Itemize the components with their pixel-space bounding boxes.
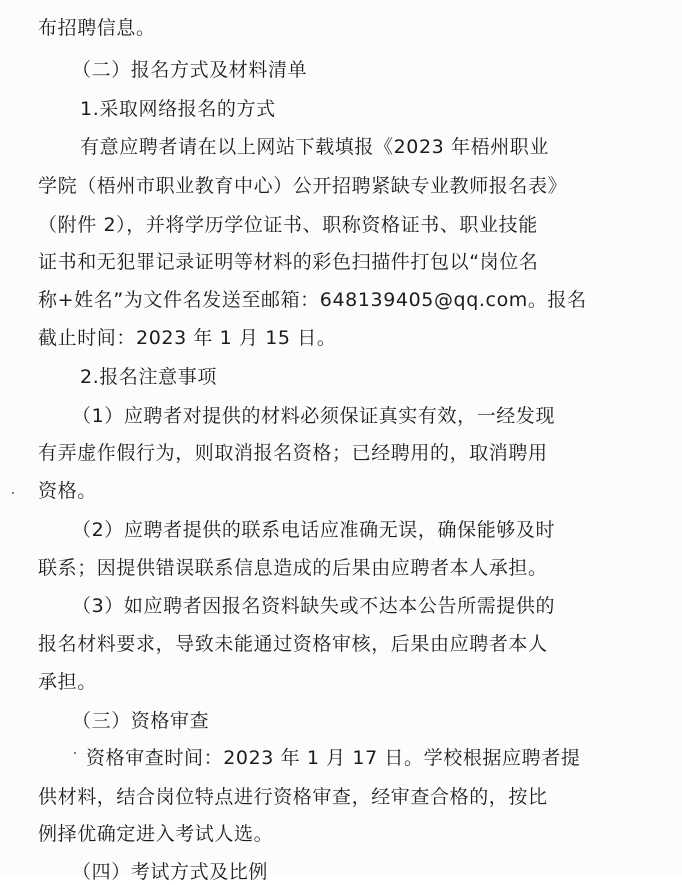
text-line: （1）应聘者对提供的材料必须保证真实有效，一经发现: [72, 405, 556, 427]
text-line: （3）如应聘者因报名资料缺失或不达本公告所需提供的: [72, 595, 556, 617]
text-line: 布招聘信息。: [38, 17, 156, 39]
text-line: 有意应聘者请在以上网站下载填报《2023 年梧州职业: [80, 136, 549, 158]
section-heading: （三）资格审查: [72, 710, 210, 732]
text-line: 证书和无犯罪记录证明等材料的彩色扫描件打包以“岗位名: [38, 251, 539, 273]
subsection-heading: 2.报名注意事项: [80, 366, 217, 388]
section-heading: （四）考试方式及比例: [72, 861, 269, 883]
text-line: 称+姓名”为文件名发送至邮箱：648139405@qq.com。报名: [38, 289, 587, 311]
scan-speck: [12, 492, 14, 494]
text-line: 资格。: [38, 480, 97, 502]
text-line: （附件 2），并将学历学位证书、职称资格证书、职业技能: [38, 214, 538, 236]
section-heading: （二）报名方式及材料清单: [72, 59, 308, 81]
text-line: 例择优确定进入考试人选。: [38, 823, 274, 845]
text-line: 承担。: [38, 671, 97, 693]
text-line: 有弄虚作假行为，则取消报名资格；已经聘用的，取消聘用: [38, 442, 548, 464]
text-line: 截止时间：2023 年 1 月 15 日。: [38, 327, 337, 349]
subsection-heading: 1.采取网络报名的方式: [80, 98, 276, 120]
text-line: （2）应聘者提供的联系电话应准确无误，确保能够及时: [72, 519, 556, 541]
text-line: 学院（梧州市职业教育中心）公开招聘紧缺专业教师报名表》: [38, 175, 568, 197]
text-line: 资格审查时间：2023 年 1 月 17 日。学校根据应聘者提: [86, 747, 581, 769]
text-line: 报名材料要求，导致未能通过资格审核，后果由应聘者本人: [38, 633, 548, 655]
text-line: 供材料，结合岗位特点进行资格审查，经审查合格的，按比: [38, 786, 548, 808]
scan-speck: [74, 752, 76, 754]
text-line: 联系；因提供错误联系信息造成的后果由应聘者本人承担。: [38, 557, 548, 579]
